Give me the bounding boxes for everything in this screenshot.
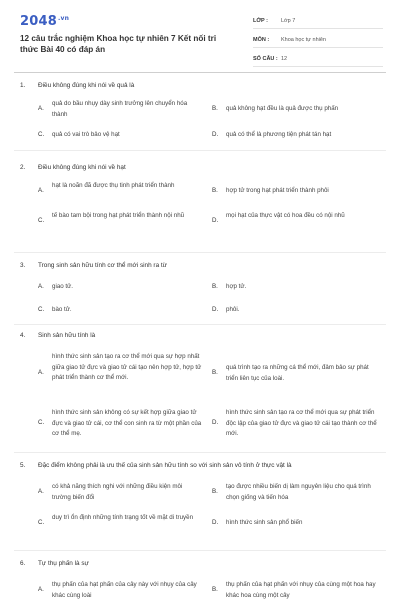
option-text: mọi hạt của thực vật có hoa đều có nội nhũ bbox=[226, 212, 345, 219]
meta-key: LỚP : bbox=[253, 18, 268, 24]
option-text: tế bào tam bội trong hạt phát triển thành nội nhũ bbox=[52, 212, 185, 219]
option-letter: D. bbox=[212, 419, 219, 426]
question-divider bbox=[14, 452, 386, 453]
option-text: hình thức sinh sản không có sự kết hợp giữa giao tử đực và giao tử cái, cơ thể con sinh ra từ một phần của cơ thể mẹ. bbox=[52, 409, 202, 437]
question-number: 5. bbox=[20, 462, 26, 469]
option-letter: C. bbox=[38, 306, 45, 313]
meta-value: Khoa học tự nhiên bbox=[281, 37, 326, 43]
meta-row-grade bbox=[253, 14, 383, 29]
option-text: quả do bầu nhụy dày sinh trưởng lên chuyển hóa thành bbox=[52, 100, 188, 118]
question-number: 3. bbox=[20, 262, 26, 269]
question-divider bbox=[14, 550, 386, 551]
question-prompt bbox=[20, 262, 167, 269]
question-divider bbox=[14, 324, 386, 325]
question-prompt bbox=[20, 332, 95, 339]
meta-row-count bbox=[253, 52, 383, 67]
site-logo[interactable] bbox=[20, 14, 69, 29]
option-text: quá trình tạo ra những cá thể mới, đảm bảo sự phát triển liên tục của loài. bbox=[226, 364, 369, 382]
option-text: hình thức sinh sản tạo ra cơ thể mới qua sự hợp nhất giữa giao tử đực và giao tử cái tạo nên hợp tử, hợp tử phát triển thành cơ thể mới. bbox=[52, 353, 202, 381]
meta-row-subject bbox=[253, 33, 383, 48]
option-text: tạo được nhiều biến dị làm nguyên liệu cho quá trình chọn giống và tiến hóa bbox=[226, 483, 371, 501]
option-letter: C. bbox=[38, 217, 45, 224]
option-text: thụ phấn của hạt phấn của cây này với nhụy của cây khác cùng loài bbox=[52, 581, 197, 599]
option-letter: B. bbox=[212, 586, 218, 593]
meta-value: 12 bbox=[281, 56, 288, 62]
question-prompt bbox=[20, 164, 126, 171]
question-prompt bbox=[20, 462, 292, 469]
logo-text: 2048 bbox=[20, 14, 57, 29]
option-letter: A. bbox=[38, 283, 44, 290]
question-divider bbox=[14, 252, 386, 253]
question-text: Điều không đúng khi nói về hạt bbox=[38, 164, 126, 171]
option-text: hợp tử. bbox=[226, 283, 247, 290]
option-text: phôi. bbox=[226, 306, 240, 313]
option-letter: B. bbox=[212, 369, 218, 376]
logo-suffix: .vn bbox=[57, 14, 70, 22]
option-text: hợp tử trong hạt phát triển thành phôi bbox=[226, 187, 329, 194]
question-list bbox=[0, 72, 400, 600]
option-text: hình thức sinh sản tạo ra cơ thể mới qua sự phát triển độc lập của giao tử đực và giao tử cái tạo thành cơ thể mới. bbox=[226, 409, 377, 437]
option-letter: D. bbox=[212, 519, 219, 526]
option-letter: D. bbox=[212, 306, 219, 313]
question-text: Sinh sản hữu tính là bbox=[38, 332, 96, 339]
meta-key: MÔN : bbox=[253, 37, 270, 43]
question-divider bbox=[14, 150, 386, 151]
option-text: quả có thể là phương tiện phát tán hạt bbox=[226, 131, 332, 138]
option-text: có khả năng thích nghi với những điều kiện môi trường biến đổi bbox=[52, 483, 183, 501]
question-text: Tự thụ phấn là sự bbox=[38, 560, 89, 567]
question-text: Trong sinh sản hữu tính cơ thể mới sinh ra từ bbox=[38, 262, 167, 269]
document-title: 12 câu trắc nghiệm Khoa học tự nhiên 7 Kết nối tri thức Bài 40 có đáp án bbox=[20, 34, 217, 54]
option-letter: D. bbox=[212, 217, 219, 224]
option-letter: A. bbox=[38, 488, 44, 495]
option-letter: A. bbox=[38, 369, 44, 376]
option-text: giao tử. bbox=[52, 283, 73, 290]
question-prompt bbox=[20, 82, 134, 89]
option-letter: B. bbox=[212, 488, 218, 495]
option-text: duy trì ổn định những tính trạng tốt về mặt di truyền bbox=[52, 514, 194, 521]
meta-value: Lớp 7 bbox=[281, 18, 296, 24]
document-meta bbox=[253, 14, 383, 71]
meta-key: SỐ CÂU : bbox=[253, 56, 278, 62]
option-letter: A. bbox=[38, 586, 44, 593]
option-letter: A. bbox=[38, 187, 44, 194]
question-number: 6. bbox=[20, 560, 26, 567]
option-text: quả có vai trò bảo vệ hạt bbox=[52, 131, 120, 138]
option-text: quả không hạt đều là quả được thụ phấn bbox=[226, 105, 339, 112]
option-letter: C. bbox=[38, 131, 45, 138]
option-letter: B. bbox=[212, 283, 218, 290]
option-text: thụ phấn của hạt phấn với nhụy của cùng một hoa hay khác hoa cùng một cây bbox=[226, 581, 376, 599]
option-letter: C. bbox=[38, 419, 45, 426]
question-text: Điều không đúng khi nói về quả là bbox=[38, 82, 135, 89]
question-text: Đặc điểm không phải là ưu thế của sinh sản hữu tính so với sinh sản vô tính ở thực vật là bbox=[38, 462, 292, 469]
question-number: 2. bbox=[20, 164, 26, 171]
option-letter: D. bbox=[212, 131, 219, 138]
question-prompt bbox=[20, 560, 89, 567]
option-letter: B. bbox=[212, 187, 218, 194]
option-text: hạt là noãn đã được thụ tinh phát triển thành bbox=[52, 182, 175, 189]
option-letter: C. bbox=[38, 519, 45, 526]
option-letter: A. bbox=[38, 105, 44, 112]
document-header bbox=[0, 0, 400, 72]
question-number: 1. bbox=[20, 82, 26, 89]
option-letter: B. bbox=[212, 105, 218, 112]
option-text: bào tử. bbox=[52, 306, 72, 313]
option-text: hình thức sinh sản phổ biến bbox=[226, 519, 303, 526]
question-number: 4. bbox=[20, 332, 26, 339]
